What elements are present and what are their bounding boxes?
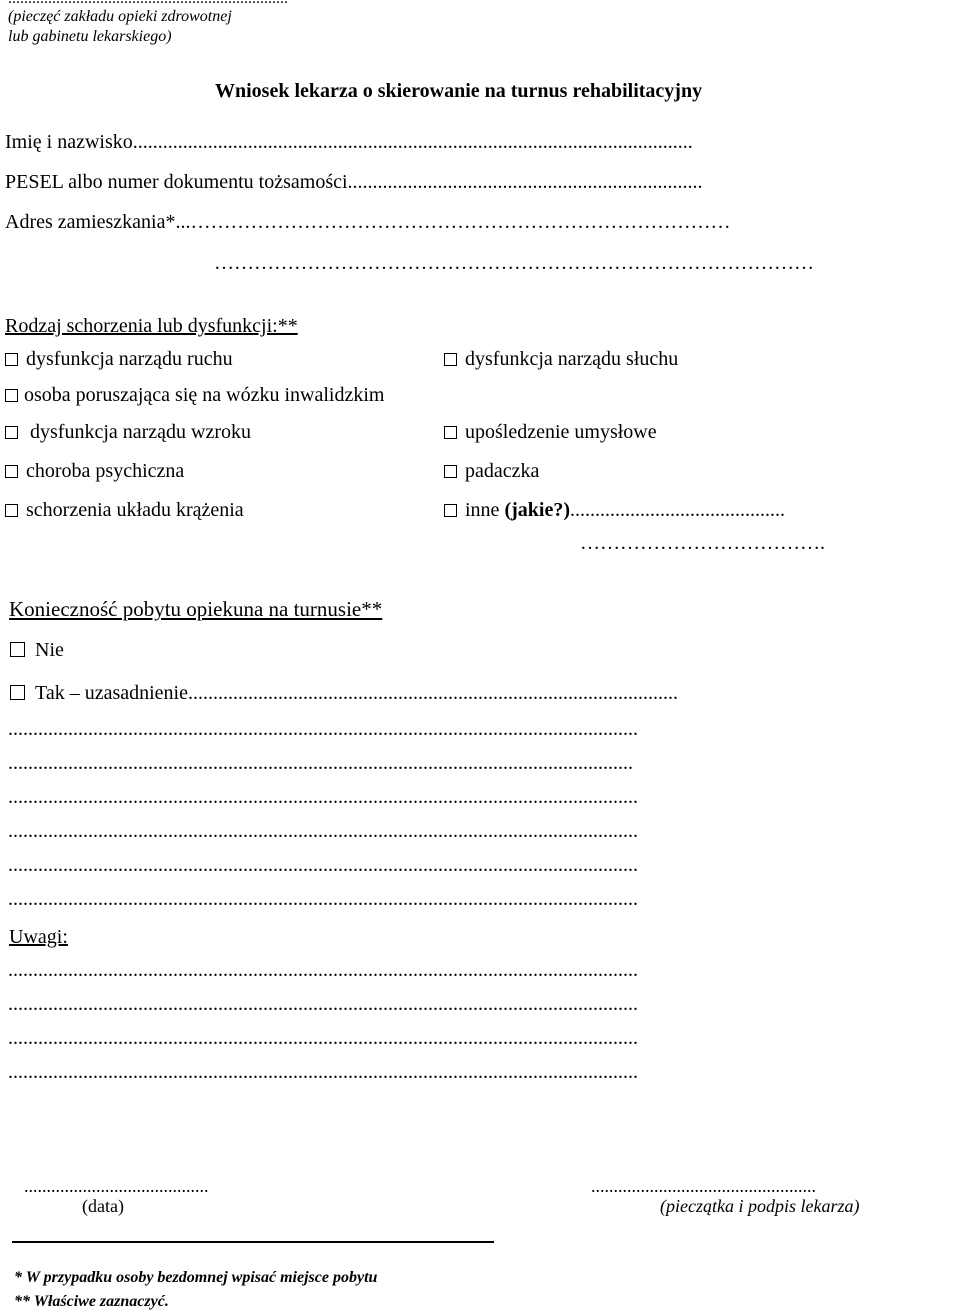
justification-line[interactable]: ..............................................................................................................................: [8, 718, 638, 740]
checkbox-label: osoba poruszająca się na wózku inwalidzkim: [24, 384, 385, 406]
checkbox-mobility[interactable]: [5, 348, 233, 371]
notes-line[interactable]: ..............................................................................................................................: [8, 993, 638, 1015]
footnote-homeless: * W przypadku osoby bezdomnej wpisać miejsce pobytu: [14, 1269, 378, 1286]
checkbox-label: padaczka: [465, 460, 540, 482]
checkbox-icon: [10, 685, 25, 700]
footnote-mark-applicable: ** Właściwe zaznaczyć.: [14, 1293, 169, 1310]
date-label: (data): [82, 1196, 124, 1216]
checkbox-wheelchair[interactable]: [5, 384, 384, 407]
pesel-field[interactable]: PESEL albo numer dokumentu tożsamości.......................................................................: [5, 171, 703, 193]
checkbox-icon: [444, 504, 457, 517]
checkbox-epilepsy[interactable]: [444, 460, 539, 483]
notes-line[interactable]: ..............................................................................................................................: [8, 959, 638, 981]
checkbox-icon: [444, 426, 457, 439]
dysfunction-heading: Rodzaj schorzenia lub dysfunkcji:**: [5, 315, 298, 337]
checkbox-hearing[interactable]: [444, 348, 678, 371]
justification-line[interactable]: .............................................................................................................................: [8, 752, 633, 774]
justification-line[interactable]: ..............................................................................................................................: [8, 854, 638, 876]
checkbox-icon: [5, 353, 18, 366]
checkbox-icon: [5, 504, 18, 517]
notes-line[interactable]: ..............................................................................................................................: [8, 1061, 638, 1083]
stamp-label-line1: (pieczęć zakładu opieki zdrowotnej: [8, 8, 232, 25]
address-continuation-field[interactable]: ………………………………………………………………………………: [214, 252, 814, 274]
notes-line[interactable]: ..............................................................................................................................: [8, 1027, 638, 1049]
checkbox-label-bold: (jakie?): [504, 499, 570, 521]
stamp-dotted-line: [8, 0, 288, 8]
other-continuation-field[interactable]: ……………………………….: [580, 532, 825, 554]
checkbox-label: Nie: [35, 639, 64, 661]
justification-line[interactable]: ..............................................................................................................................: [8, 820, 638, 842]
signature-field[interactable]: ..................................................: [591, 1176, 816, 1196]
checkbox-icon: [5, 465, 18, 478]
checkbox-label: dysfunkcja narządu ruchu: [26, 348, 233, 370]
checkbox-label: upośledzenie umysłowe: [465, 421, 657, 443]
checkbox-icon: [444, 465, 457, 478]
justification-field[interactable]: Tak – uzasadnienie..................................................................................................: [35, 682, 678, 704]
checkbox-icon: [444, 353, 457, 366]
caregiver-heading: Konieczność pobytu opiekuna na turnusie**: [9, 597, 383, 621]
name-field[interactable]: Imię i nazwisko................................................................................................................: [5, 131, 693, 153]
address-field[interactable]: Adres zamieszkania*...………………………………………………………………………: [5, 211, 731, 233]
other-dotted-field[interactable]: ...........................................: [569, 499, 785, 521]
checkbox-other[interactable]: [444, 499, 785, 522]
checkbox-circulatory[interactable]: [5, 499, 244, 522]
notes-heading: Uwagi:: [9, 926, 68, 948]
justification-line[interactable]: ..............................................................................................................................: [8, 786, 638, 808]
date-field[interactable]: .........................................: [24, 1176, 209, 1196]
checkbox-icon: [5, 389, 18, 402]
radio-caregiver-yes[interactable]: [10, 682, 678, 705]
checkbox-icon: [5, 426, 18, 439]
checkbox-label: dysfunkcja narządu słuchu: [465, 348, 679, 370]
checkbox-label: dysfunkcja narządu wzroku: [30, 421, 252, 443]
stamp-label-line2: lub gabinetu lekarskiego): [8, 28, 172, 45]
signature-label: (pieczątka i podpis lekarza): [660, 1196, 860, 1216]
justification-line[interactable]: ..............................................................................................................................: [8, 888, 638, 910]
checkbox-icon: [10, 642, 25, 657]
checkbox-label: inne: [465, 499, 505, 521]
footnote-divider: [12, 1241, 494, 1243]
checkbox-vision[interactable]: [5, 421, 251, 444]
radio-caregiver-no[interactable]: [10, 639, 64, 662]
checkbox-intellectual[interactable]: [444, 421, 657, 444]
page-title: Wniosek lekarza o skierowanie na turnus rehabilitacyjny: [215, 80, 703, 102]
checkbox-label: choroba psychiczna: [26, 460, 185, 482]
checkbox-mental-illness[interactable]: [5, 460, 184, 483]
checkbox-label: schorzenia układu krążenia: [26, 499, 244, 521]
